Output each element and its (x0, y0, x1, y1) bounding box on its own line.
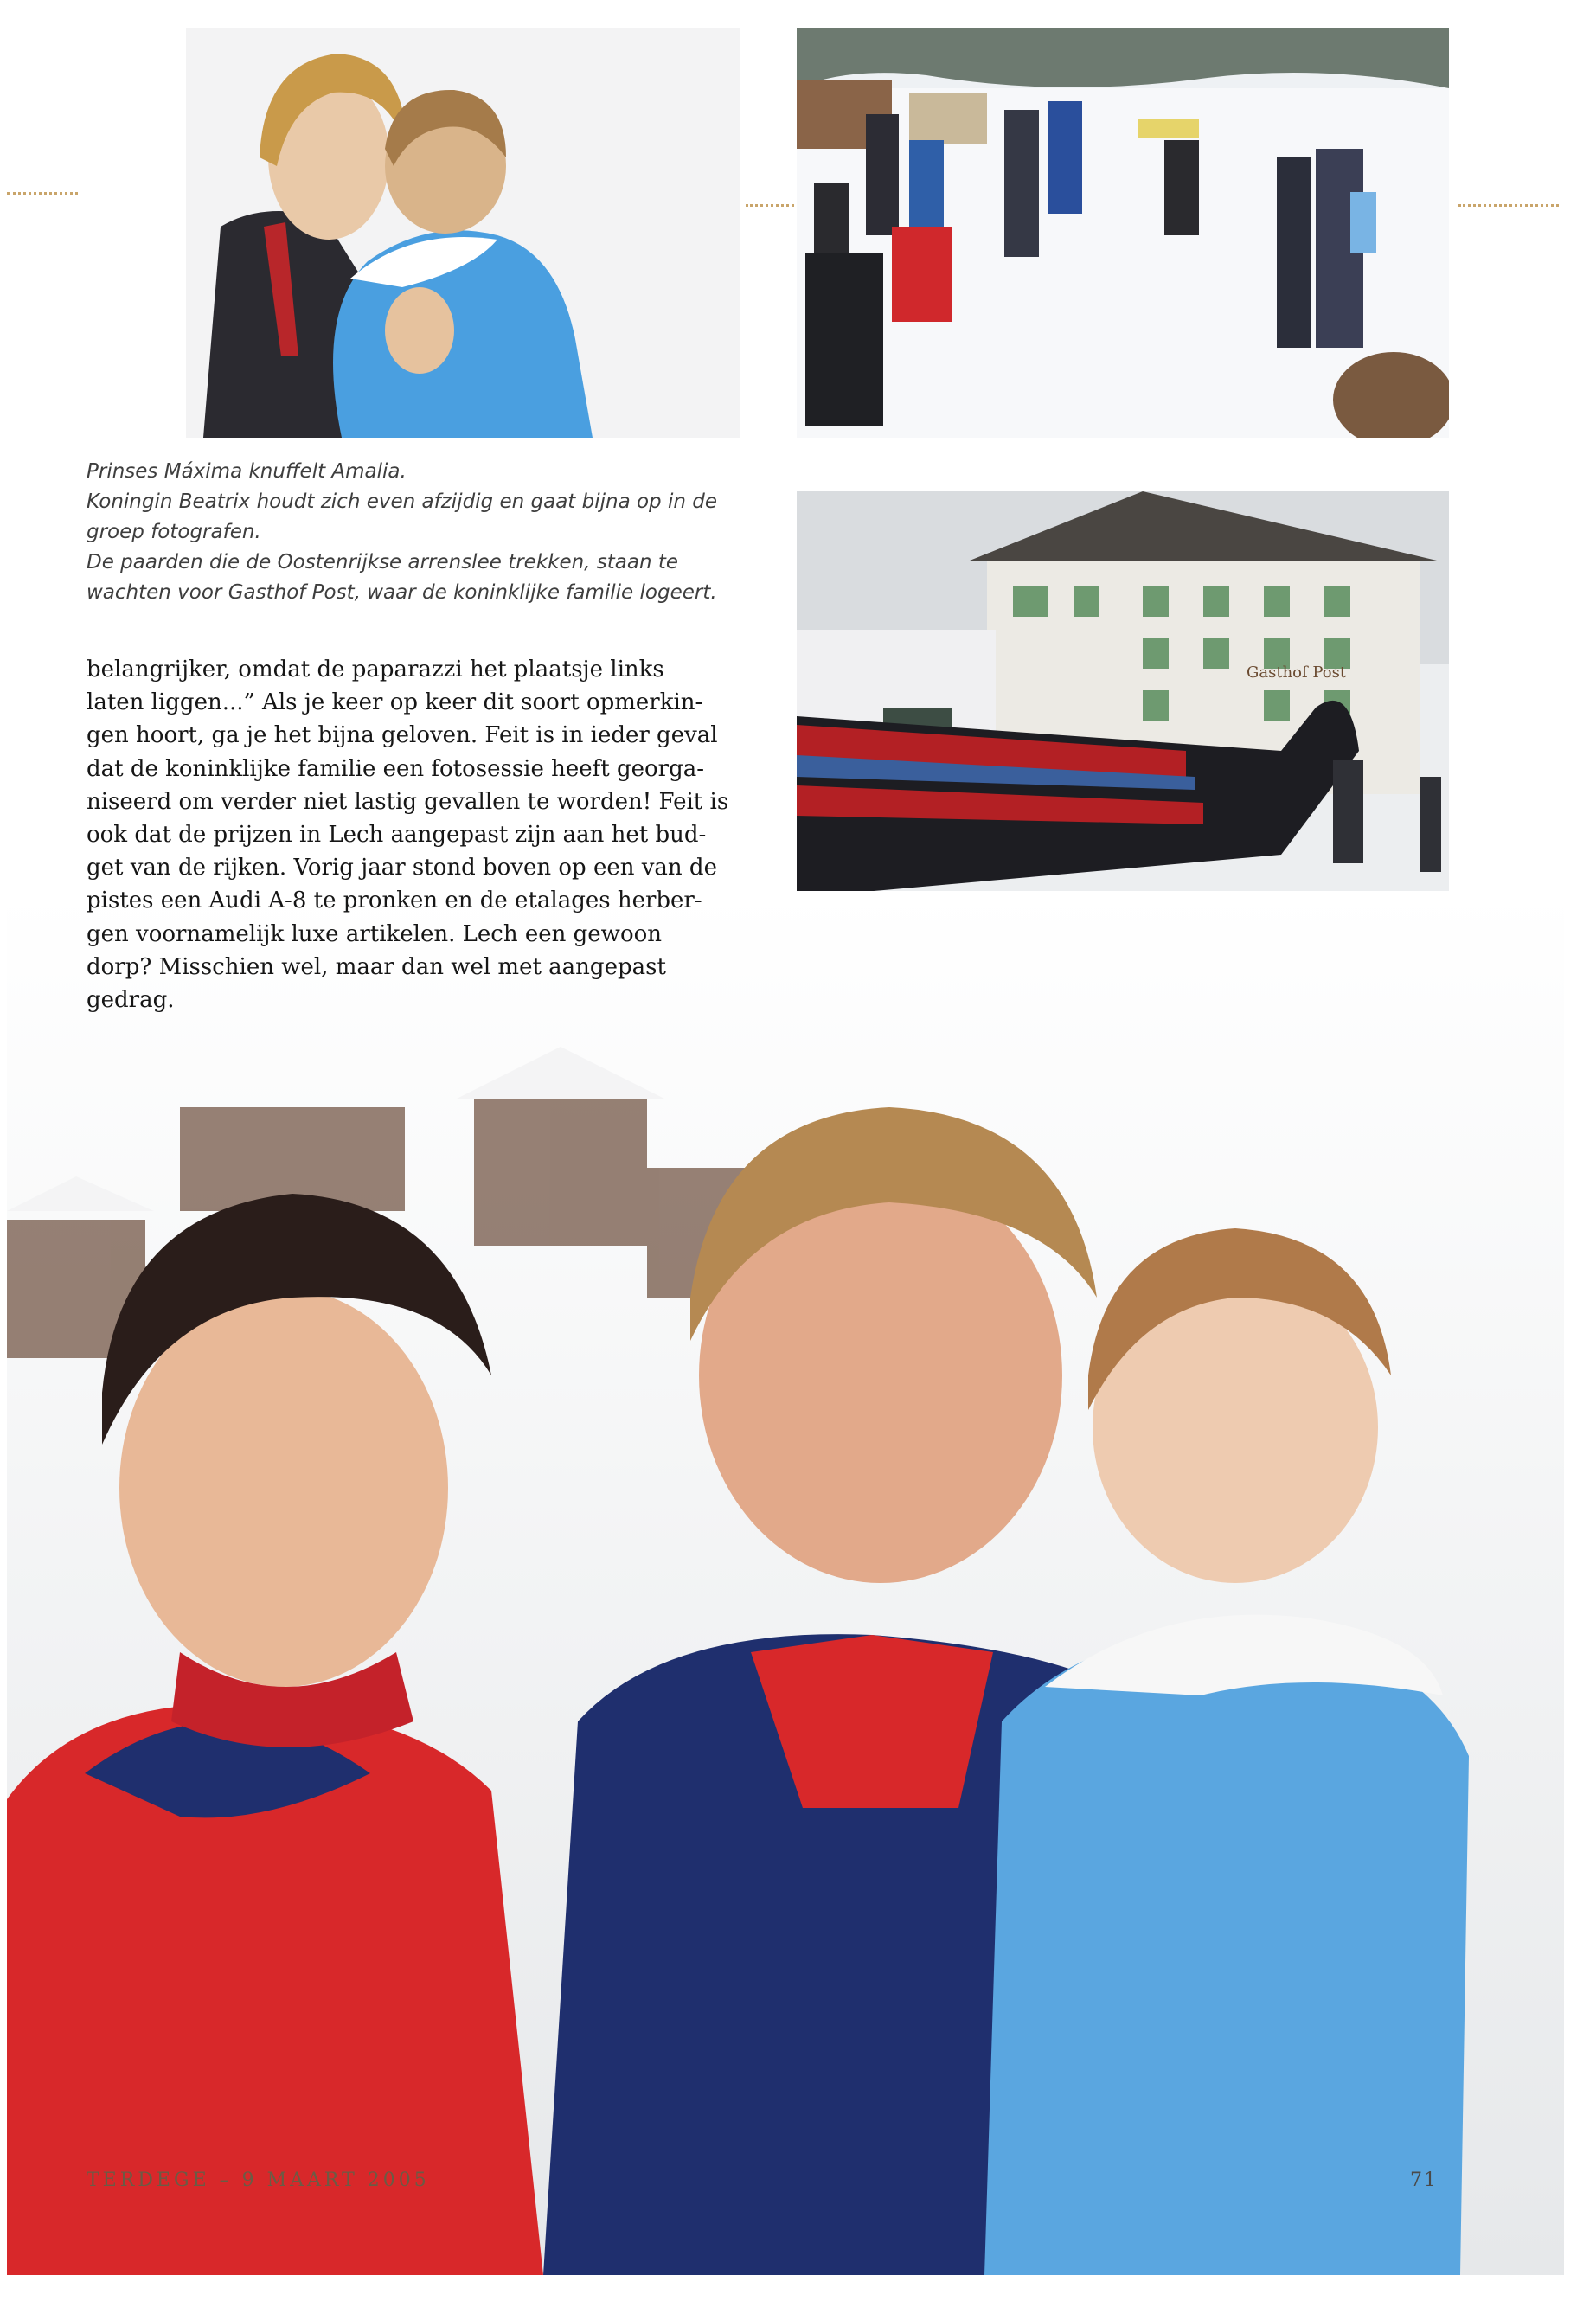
dotted-rule-left (7, 192, 78, 195)
caption-horses: De paarden die de Oostenrijkse arrenslee trekken, staan te wachten voor Gasthof Post, waar de koninklijke familie logeert. (87, 551, 717, 604)
body-line: gedrag. (87, 987, 175, 1014)
caption-beatrix: Koningin Beatrix houdt zich even afzijdig en gaat bijna op in de groep fotografen. (87, 490, 717, 543)
photo-captions (87, 457, 753, 608)
photo-maxima-illustration (186, 28, 740, 438)
body-line: gen voornamelijk luxe artikelen. Lech een gewoon (87, 920, 662, 947)
body-line: pistes een Audi A-8 te pronken en de etalages herber- (87, 888, 702, 914)
photo-press-photographers (797, 28, 1449, 438)
photo-maxima-hugging-amalia (186, 28, 740, 438)
body-line: ook dat de prijzen in Lech aangepast zijn aan het bud- (87, 822, 707, 849)
body-line: belangrijker, omdat de paparazzi het plaatsje links (87, 657, 664, 683)
photo-press-illustration (797, 28, 1449, 438)
caption-maxima: Prinses Máxima knuffelt Amalia. (87, 460, 407, 483)
footer-publication: TERDEGE – 9 MAART 2005 (87, 2170, 430, 2191)
body-line: niseerd om verder niet lastig gevallen te worden! Feit is (87, 788, 729, 815)
body-line: gen hoort, ga je het bijna geloven. Feit is in ieder geval (87, 722, 718, 749)
article-body (87, 653, 753, 1016)
dotted-rule-right (1458, 204, 1559, 207)
photo-family-illustration (7, 891, 1564, 2275)
hotel-sign: Gasthof Post (1247, 663, 1347, 682)
body-line: dat de koninklijke familie een fotosessie heeft georga- (87, 755, 705, 782)
photo-gasthof-post-horse (797, 491, 1449, 919)
body-line: dorp? Misschien wel, maar dan wel met aangepast (87, 953, 666, 980)
photo-royal-family-portrait (7, 891, 1564, 2275)
body-line: get van de rijken. Vorig jaar stond boven op een van de (87, 855, 717, 881)
page-number: 71 (1410, 2170, 1438, 2191)
body-line: laten liggen...” Als je keer op keer dit soort opmerkin- (87, 689, 703, 716)
photo-hotel-illustration (797, 491, 1449, 919)
dotted-rule-middle (746, 204, 794, 207)
